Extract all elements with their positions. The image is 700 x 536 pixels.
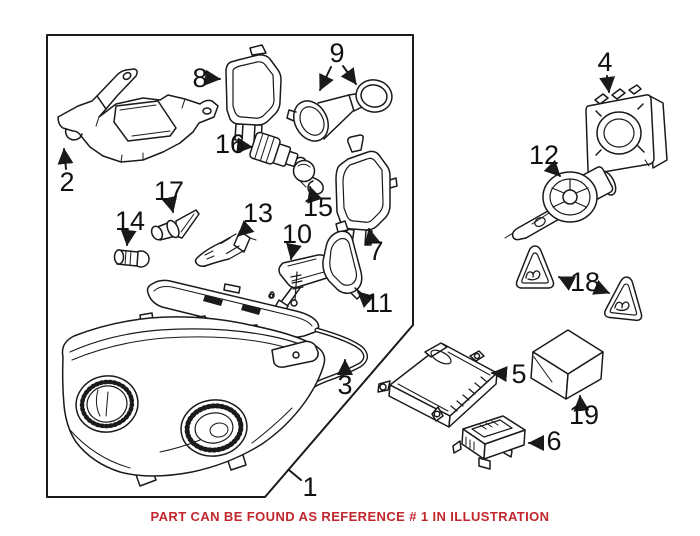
callout-18-label: 18 [569,267,601,297]
callout-19 [569,396,599,430]
callout-4-label: 4 [597,47,613,77]
callout-19-label: 19 [568,400,600,430]
reference-caption: PART CAN BE FOUND AS REFERENCE # 1 IN ILLUSTRATION [150,509,550,524]
callout-3-label: 3 [337,370,353,400]
callout-1-label: 1 [302,472,318,502]
part-19-box-drawing [531,330,603,399]
callout-17-label: 17 [153,176,185,206]
callout-16-label: 16 [214,129,246,159]
part-18-warning-triangle-icon [517,246,554,288]
callout-12-label: 12 [528,140,560,170]
callout-5 [492,359,527,389]
callout-1 [289,470,318,502]
callout-4 [597,47,612,92]
callout-6 [529,426,562,456]
part-5-control-module-drawing [378,343,497,427]
callout-10-label: 10 [281,219,313,249]
callout-2-label: 2 [59,167,75,197]
callout-14-label: 14 [114,206,146,236]
callout-5-label: 5 [511,359,527,389]
callout-15-label: 15 [302,192,334,222]
part-18-warning-triangle-icon-2 [604,275,645,321]
callout-13-label: 13 [242,198,274,228]
callout-9-label: 9 [329,38,345,68]
callout-11-label: 11 [364,288,394,318]
callout-12 [529,140,560,176]
callout-18 [559,267,609,297]
callout-15 [303,187,333,222]
callout-7-label: 7 [368,236,384,266]
part-14-bulb-drawing [115,250,150,267]
part-4-igniter-housing-drawing [586,85,667,174]
callout-8-label: 8 [192,63,208,93]
part-12-xenon-bulb-drawing [505,166,619,240]
callout-6-label: 6 [546,426,562,456]
part-6-module-drawing [453,416,525,469]
